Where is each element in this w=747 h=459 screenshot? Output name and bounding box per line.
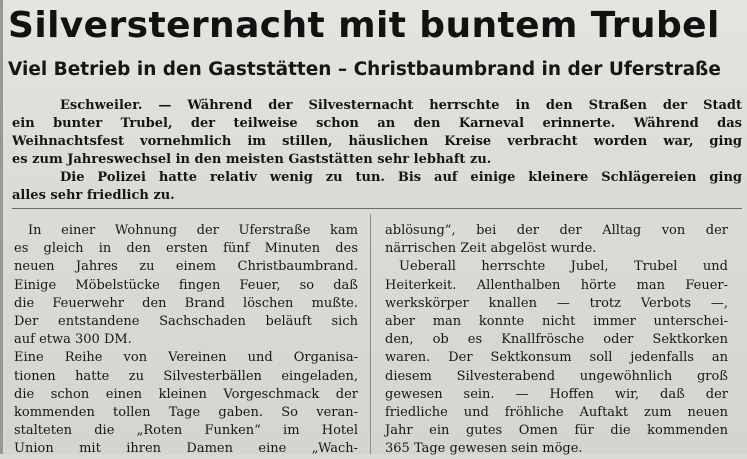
text-line: Die Polizei hatte relativ wenig zu tun. Bis auf einige kleinere Schlägereien ging bbox=[60, 170, 742, 185]
lead-paragraphs bbox=[12, 97, 742, 205]
column-divider bbox=[370, 214, 371, 454]
text-line: 365 Tage gewesen sein möge. bbox=[385, 441, 583, 457]
lead-paragraph bbox=[12, 169, 742, 205]
right-column bbox=[385, 222, 728, 459]
text-line: neuen Jahres zu einem Christbaumbrand. bbox=[14, 259, 358, 275]
left-column bbox=[14, 222, 358, 459]
text-line: Jahr ein gutes Omen für die kommenden bbox=[385, 423, 728, 439]
text-line: die schon einen kleinen Vorgeschmack der bbox=[14, 386, 358, 402]
text-line: Eschweiler. — Während der Silvesternacht herrschte in den Straßen der Stadt bbox=[60, 98, 742, 113]
text-line: die Feuerwehr den Brand löschen mußte. bbox=[14, 295, 358, 311]
text-line: Einige Möbelstücke fingen Feuer, so daß bbox=[14, 277, 358, 293]
scan-edge-left bbox=[0, 0, 3, 454]
text-line: werkskörper knallen — trotz Verbots —, bbox=[385, 295, 728, 311]
body-paragraph bbox=[14, 349, 358, 458]
headline: Silversternacht mit buntem Trubel bbox=[8, 5, 720, 46]
text-line: Eine Reihe von Vereinen und Organisa- bbox=[14, 350, 358, 366]
text-line: kommenden tollen Tage gaben. So veran- bbox=[14, 405, 358, 421]
text-line: es zum Jahreswechsel in den meisten Gaststätten sehr lebhaft zu. bbox=[12, 152, 492, 167]
text-line: den, ob es Knallfrösche oder Sektkorken bbox=[385, 332, 728, 348]
text-line: waren. Der Sektkonsum soll jedenfalls an bbox=[385, 350, 728, 366]
text-line: tionen hatte zu Silvesterbällen eingeladen, bbox=[14, 368, 358, 384]
section-divider bbox=[12, 208, 742, 209]
text-line: auf etwa 300 DM. bbox=[14, 332, 132, 348]
body-paragraph bbox=[385, 258, 728, 458]
body-paragraph bbox=[14, 222, 358, 349]
body-paragraph bbox=[385, 222, 728, 258]
text-line: es gleich in den ersten fünf Minuten des bbox=[14, 241, 358, 257]
text-line: aber man konnte nicht immer unterschei- bbox=[385, 314, 728, 330]
subheadline: Viel Betrieb in den Gaststätten – Christbaumbrand in der Uferstraße bbox=[8, 59, 721, 80]
text-line: Union mit ihren Damen eine „Wach- bbox=[14, 441, 358, 457]
text-line: ein bunter Trubel, der teilweise schon an den Karneval erinnerte. Während das bbox=[12, 116, 742, 131]
text-line: Heiterkeit. Allenthalben hörte man Feuer- bbox=[385, 277, 728, 293]
text-line: ablösung“, bei der der Alltag von der bbox=[385, 223, 728, 238]
text-line: Ueberall herrschte Jubel, Trubel und bbox=[399, 259, 728, 275]
lead-paragraph bbox=[12, 97, 742, 169]
text-line: stalteten die „Roten Funken“ im Hotel bbox=[14, 423, 358, 439]
text-line: alles sehr friedlich zu. bbox=[12, 188, 175, 203]
text-line: närrischen Zeit abgelöst wurde. bbox=[385, 241, 597, 257]
text-line: Weihnachtsfest vornehmlich im stillen, häuslichen Kreise verbracht worden war, ging bbox=[12, 134, 742, 149]
text-line: friedliche und fröhliche Auftakt zum neuen bbox=[385, 405, 728, 421]
text-line: Der entstandene Sachschaden beläuft sich bbox=[14, 314, 358, 330]
text-line: diesem Silvesterabend ungewöhnlich groß bbox=[385, 368, 728, 384]
text-line: gewesen sein. — Hoffen wir, daß der bbox=[385, 386, 728, 402]
text-line: In einer Wohnung der Uferstraße kam bbox=[28, 223, 358, 238]
